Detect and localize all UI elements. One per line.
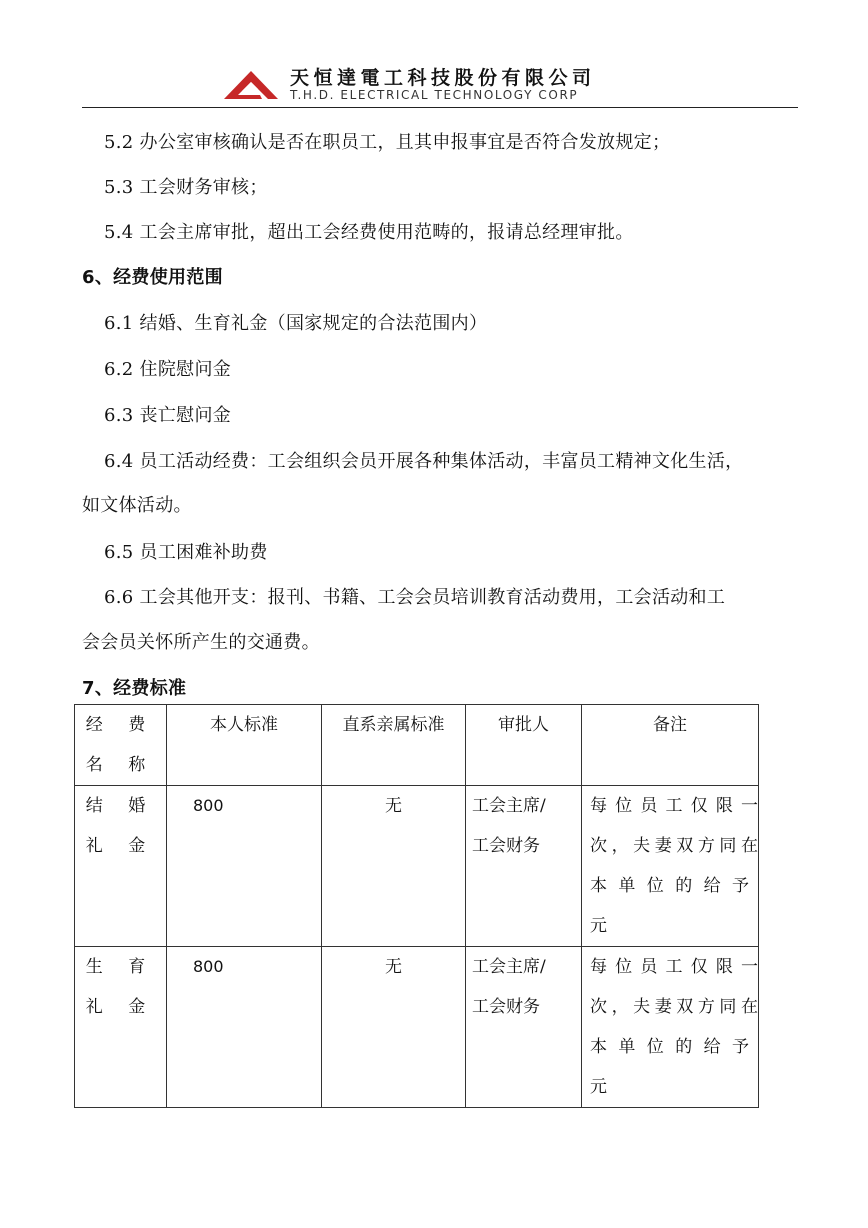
header-cell-relative: 直系亲属标准: [322, 705, 466, 786]
company-name-en: T.H.D. ELECTRICAL TECHNOLOGY CORP: [290, 88, 579, 102]
row-relative-cell: 无: [322, 786, 466, 947]
section-heading-6: 6、经费使用范围: [82, 267, 223, 288]
table-row: [75, 786, 759, 947]
row-approver-line1: 工会主席/: [472, 957, 546, 977]
row-approver-cell: [466, 786, 582, 947]
row-approver-line2: 工会财务: [472, 997, 540, 1017]
table-row: [75, 947, 759, 1108]
header-cell-note: 备注: [582, 705, 759, 786]
section-heading-7: 7、经费标准: [82, 678, 187, 699]
row-relative-cell: 无: [322, 947, 466, 1108]
row-name-line1: 生 育: [85, 957, 156, 977]
paragraph-6-1: 6.1 结婚、生育礼金（国家规定的合法范围内）: [104, 313, 488, 334]
paragraph-6-5: 6.5 员工困难补助费: [104, 542, 268, 563]
header-cell-self: 本人标准: [167, 705, 322, 786]
paragraph-6-3: 6.3 丧亡慰问金: [104, 405, 232, 426]
row-note-line2: 次，夫妻双方同在: [590, 836, 758, 856]
row-name-cell: [75, 947, 167, 1108]
row-note-cell: [582, 786, 759, 947]
paragraph-6-6-line2: 会会员关怀所产生的交通费。: [82, 632, 320, 653]
header-cell-approver: 审批人: [466, 705, 582, 786]
row-name-cell: [75, 786, 167, 947]
row-approver-line2: 工会财务: [472, 836, 540, 856]
row-approver-line1: 工会主席/: [472, 796, 546, 816]
company-name-cn: 天恒達電工科技股份有限公司: [290, 67, 596, 89]
header-divider: [82, 107, 798, 108]
header-cell-name: [75, 705, 167, 786]
row-note-line2: 次，夫妻双方同在: [590, 997, 758, 1017]
paragraph-5-3: 5.3 工会财务审核；: [104, 177, 268, 198]
table-header-row: [75, 705, 759, 786]
paragraph-5-2: 5.2 办公室审核确认是否在职员工，且其申报事宜是否符合发放规定；: [104, 132, 671, 153]
row-name-line2: 礼 金: [85, 836, 156, 856]
page-header: [0, 0, 868, 112]
funding-standard-table: [74, 704, 759, 1108]
row-self-cell: 800: [167, 786, 322, 947]
header-name-line1: 经 费: [85, 715, 156, 735]
paragraph-5-4: 5.4 工会主席审批，超出工会经费使用范畴的，报请总经理审批。: [104, 222, 634, 243]
row-note-line4: 元: [590, 1077, 607, 1097]
row-note-line3: 本单位的给予: [590, 876, 758, 896]
paragraph-6-2: 6.2 住院慰问金: [104, 359, 232, 380]
row-note-cell: [582, 947, 759, 1108]
row-note-line1: 每位员工仅限一: [590, 796, 758, 816]
header-name-line2: 名 称: [85, 755, 156, 775]
paragraph-6-4-line1: 6.4 员工活动经费：工会组织会员开展各种集体活动，丰富员工精神文化生活，: [104, 451, 744, 472]
row-name-line2: 礼 金: [85, 997, 156, 1017]
row-note-line4: 元: [590, 916, 607, 936]
paragraph-6-4-line2: 如文体活动。: [82, 495, 192, 516]
row-self-cell: 800: [167, 947, 322, 1108]
row-approver-cell: [466, 947, 582, 1108]
triangle-logo-icon: [222, 67, 280, 101]
row-note-line3: 本单位的给予: [590, 1037, 758, 1057]
row-name-line1: 结 婚: [85, 796, 156, 816]
paragraph-6-6-line1: 6.6 工会其他开支：报刊、书籍、工会会员培训教育活动费用，工会活动和工: [104, 587, 726, 608]
row-note-line1: 每位员工仅限一: [590, 957, 758, 977]
